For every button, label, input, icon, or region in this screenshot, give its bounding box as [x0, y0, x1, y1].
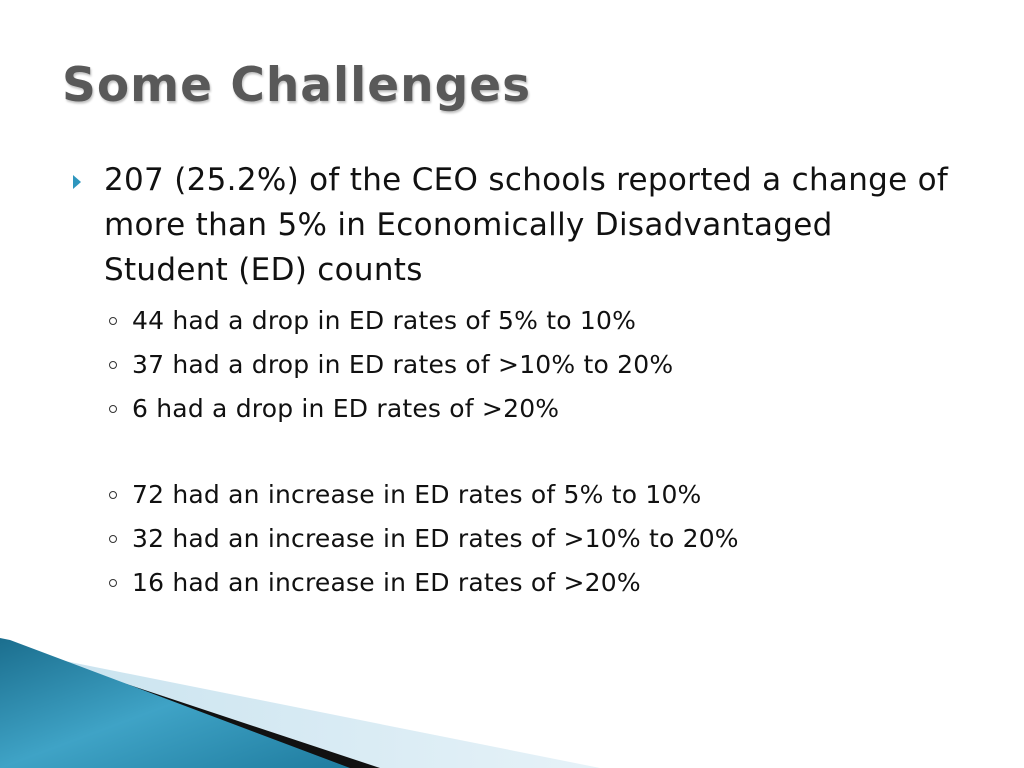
- list-item-text: 32 had an increase in ED rates of >10% to 20%: [132, 524, 739, 553]
- circle-bullet-icon: [109, 579, 117, 587]
- list-item-text: 44 had a drop in ED rates of 5% to 10%: [132, 306, 637, 335]
- main-bullet-text: 207 (25.2%) of the CEO schools reported a change of more than 5% in Economically Disadvantaged Student (ED) counts: [104, 162, 949, 288]
- list-item: [100, 343, 960, 387]
- drop-list: [100, 299, 960, 431]
- main-bullet: [100, 158, 960, 293]
- list-item: [100, 517, 960, 561]
- slide-title: Some Challenges: [62, 58, 532, 113]
- list-item-text: 72 had an increase in ED rates of 5% to 10%: [132, 480, 702, 509]
- list-item-text: 37 had a drop in ED rates of >10% to 20%: [132, 350, 674, 379]
- slide-content: [100, 158, 960, 605]
- decorative-corner-swoosh: [0, 638, 1024, 768]
- list-item: [100, 473, 960, 517]
- list-item-text: 6 had a drop in ED rates of >20%: [132, 394, 560, 423]
- list-item-text: 16 had an increase in ED rates of >20%: [132, 568, 641, 597]
- teal-wedge: [0, 638, 350, 768]
- triangle-bullet-icon: [73, 175, 81, 189]
- circle-bullet-icon: [109, 317, 117, 325]
- list-item: [100, 299, 960, 343]
- circle-bullet-icon: [109, 535, 117, 543]
- circle-bullet-icon: [109, 405, 117, 413]
- list-spacer: [100, 431, 960, 473]
- circle-bullet-icon: [109, 361, 117, 369]
- list-item: [100, 387, 960, 431]
- circle-bullet-icon: [109, 491, 117, 499]
- list-item: [100, 561, 960, 605]
- increase-list: [100, 473, 960, 605]
